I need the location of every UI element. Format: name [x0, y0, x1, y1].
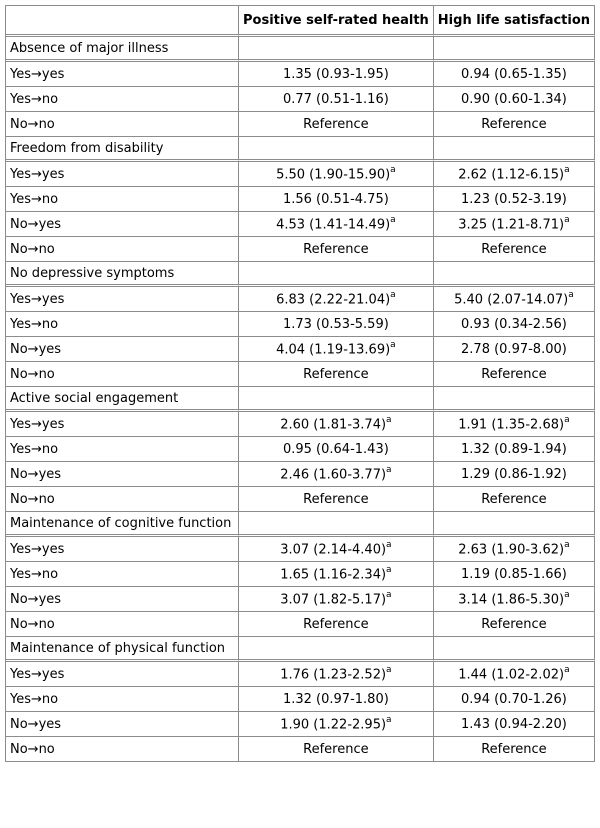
row-label: No→yes — [6, 462, 239, 487]
life-satisfaction-value: 3.25 (1.21-8.71) — [458, 217, 565, 233]
group-title: Active social engagement — [6, 387, 239, 412]
table-row — [6, 412, 595, 437]
self-rated-health-cell — [239, 237, 434, 262]
table-row — [6, 487, 595, 512]
life-satisfaction-value: 1.44 (1.02-2.02) — [458, 667, 565, 683]
self-rated-health-cell — [239, 462, 434, 487]
self-rated-health-cell — [239, 312, 434, 337]
table-row — [6, 62, 595, 87]
self-rated-health-cell — [239, 362, 434, 387]
life-satisfaction-value: Reference — [481, 741, 547, 757]
self-rated-health-value: 1.35 (0.93-1.95) — [282, 66, 389, 82]
significance-marker: a — [564, 589, 570, 600]
table-row — [6, 162, 595, 187]
row-label: Yes→no — [6, 187, 239, 212]
row-label: No→no — [6, 737, 239, 762]
life-satisfaction-value: Reference — [481, 366, 547, 382]
life-satisfaction-cell — [434, 562, 595, 587]
life-satisfaction-value: 1.43 (0.94-2.20) — [461, 716, 567, 732]
significance-marker: a — [390, 289, 396, 300]
self-rated-health-value: 1.76 (1.23-2.52) — [280, 667, 387, 683]
life-satisfaction-cell — [434, 737, 595, 762]
life-satisfaction-cell — [434, 687, 595, 712]
row-label: Yes→no — [6, 687, 239, 712]
life-satisfaction-cell — [434, 662, 595, 687]
self-rated-health-value: 1.56 (0.51-4.75) — [282, 191, 389, 207]
life-satisfaction-value: 0.90 (0.60-1.34) — [461, 91, 567, 107]
row-label: No→no — [6, 612, 239, 637]
table-row — [6, 212, 595, 237]
table-row — [6, 312, 595, 337]
life-satisfaction-value: 0.94 (0.65-1.35) — [461, 66, 567, 82]
self-rated-health-value: Reference — [303, 616, 369, 632]
group-empty-cell — [434, 137, 595, 162]
group-row — [6, 137, 595, 162]
row-label: Yes→yes — [6, 412, 239, 437]
life-satisfaction-cell — [434, 487, 595, 512]
life-satisfaction-value: 1.23 (0.52-3.19) — [461, 191, 567, 207]
life-satisfaction-value: 2.62 (1.12-6.15) — [458, 167, 565, 183]
life-satisfaction-value: 0.94 (0.70-1.26) — [461, 691, 567, 707]
row-label: No→no — [6, 362, 239, 387]
life-satisfaction-value: 2.63 (1.90-3.62) — [458, 542, 565, 558]
significance-marker: a — [564, 664, 570, 675]
significance-marker: a — [564, 164, 570, 175]
group-empty-cell — [434, 512, 595, 537]
life-satisfaction-cell — [434, 712, 595, 737]
row-label: Yes→no — [6, 437, 239, 462]
table-row — [6, 537, 595, 562]
group-row — [6, 262, 595, 287]
group-row — [6, 387, 595, 412]
self-rated-health-value: 1.73 (0.53-5.59) — [282, 316, 389, 332]
life-satisfaction-cell — [434, 187, 595, 212]
table-row — [6, 562, 595, 587]
row-label: Yes→yes — [6, 537, 239, 562]
row-label: Yes→yes — [6, 62, 239, 87]
significance-marker: a — [390, 214, 396, 225]
self-rated-health-cell — [239, 687, 434, 712]
significance-marker: a — [386, 539, 392, 550]
odds-ratio-table-container — [5, 5, 595, 762]
life-satisfaction-value: 1.91 (1.35-2.68) — [458, 417, 565, 433]
group-empty-cell — [434, 37, 595, 62]
group-title: Absence of major illness — [6, 37, 239, 62]
life-satisfaction-cell — [434, 112, 595, 137]
row-label: Yes→yes — [6, 662, 239, 687]
significance-marker: a — [390, 339, 396, 350]
table-row — [6, 737, 595, 762]
odds-ratio-table — [5, 5, 595, 762]
group-title: Freedom from disability — [6, 137, 239, 162]
life-satisfaction-value: Reference — [481, 616, 547, 632]
significance-marker: a — [564, 214, 570, 225]
self-rated-health-value: Reference — [303, 241, 369, 257]
self-rated-health-value: 6.83 (2.22-21.04) — [276, 292, 391, 308]
group-empty-cell — [239, 387, 434, 412]
table-row — [6, 612, 595, 637]
table-row — [6, 712, 595, 737]
self-rated-health-value: 1.32 (0.97-1.80) — [282, 691, 389, 707]
self-rated-health-value: 0.95 (0.64-1.43) — [282, 441, 389, 457]
table-row — [6, 662, 595, 687]
life-satisfaction-cell — [434, 437, 595, 462]
significance-marker: a — [386, 714, 392, 725]
group-row — [6, 637, 595, 662]
row-label: No→yes — [6, 337, 239, 362]
significance-marker: a — [386, 664, 392, 675]
significance-marker: a — [386, 564, 392, 575]
self-rated-health-cell — [239, 737, 434, 762]
row-label: No→no — [6, 487, 239, 512]
self-rated-health-value: 0.77 (0.51-1.16) — [282, 91, 389, 107]
life-satisfaction-cell — [434, 312, 595, 337]
life-satisfaction-value: Reference — [481, 241, 547, 257]
table-row — [6, 462, 595, 487]
self-rated-health-value: 3.07 (2.14-4.40) — [280, 542, 387, 558]
self-rated-health-value: 2.46 (1.60-3.77) — [280, 467, 387, 483]
table-row — [6, 87, 595, 112]
table-body — [6, 37, 595, 762]
life-satisfaction-value: 2.78 (0.97-8.00) — [461, 341, 567, 357]
table-row — [6, 112, 595, 137]
self-rated-health-cell — [239, 287, 434, 312]
row-label: Yes→no — [6, 562, 239, 587]
row-label: No→no — [6, 237, 239, 262]
group-empty-cell — [434, 387, 595, 412]
group-row — [6, 37, 595, 62]
row-label: Yes→no — [6, 87, 239, 112]
table-header-row — [6, 6, 595, 37]
group-empty-cell — [434, 262, 595, 287]
self-rated-health-cell — [239, 562, 434, 587]
significance-marker: a — [568, 289, 574, 300]
significance-marker: a — [386, 414, 392, 425]
life-satisfaction-cell — [434, 62, 595, 87]
life-satisfaction-cell — [434, 212, 595, 237]
group-title: Maintenance of physical function — [6, 637, 239, 662]
row-label: No→yes — [6, 712, 239, 737]
group-empty-cell — [434, 637, 595, 662]
self-rated-health-value: 5.50 (1.90-15.90) — [276, 167, 391, 183]
self-rated-health-cell — [239, 712, 434, 737]
self-rated-health-value: 3.07 (1.82-5.17) — [280, 592, 387, 608]
row-label: Yes→no — [6, 312, 239, 337]
table-row — [6, 187, 595, 212]
table-row — [6, 362, 595, 387]
group-empty-cell — [239, 262, 434, 287]
self-rated-health-cell — [239, 662, 434, 687]
life-satisfaction-cell — [434, 362, 595, 387]
self-rated-health-cell — [239, 337, 434, 362]
life-satisfaction-cell — [434, 587, 595, 612]
self-rated-health-cell — [239, 62, 434, 87]
self-rated-health-cell — [239, 162, 434, 187]
row-label: No→yes — [6, 212, 239, 237]
table-row — [6, 287, 595, 312]
table-row — [6, 687, 595, 712]
self-rated-health-cell — [239, 587, 434, 612]
group-row — [6, 512, 595, 537]
significance-marker: a — [564, 414, 570, 425]
self-rated-health-cell — [239, 612, 434, 637]
life-satisfaction-value: Reference — [481, 116, 547, 132]
life-satisfaction-value: 3.14 (1.86-5.30) — [458, 592, 565, 608]
self-rated-health-value: Reference — [303, 116, 369, 132]
self-rated-health-value: 1.65 (1.16-2.34) — [280, 567, 387, 583]
table-row — [6, 337, 595, 362]
self-rated-health-cell — [239, 187, 434, 212]
self-rated-health-value: 4.04 (1.19-13.69) — [276, 342, 391, 358]
group-empty-cell — [239, 637, 434, 662]
row-label: Yes→yes — [6, 162, 239, 187]
group-empty-cell — [239, 37, 434, 62]
row-label: No→yes — [6, 587, 239, 612]
life-satisfaction-cell — [434, 237, 595, 262]
row-label: Yes→yes — [6, 287, 239, 312]
significance-marker: a — [386, 589, 392, 600]
life-satisfaction-value: Reference — [481, 491, 547, 507]
group-title: Maintenance of cognitive function — [6, 512, 239, 537]
self-rated-health-value: 4.53 (1.41-14.49) — [276, 217, 391, 233]
table-row — [6, 237, 595, 262]
life-satisfaction-cell — [434, 87, 595, 112]
life-satisfaction-cell — [434, 412, 595, 437]
life-satisfaction-cell — [434, 612, 595, 637]
life-satisfaction-cell — [434, 537, 595, 562]
self-rated-health-cell — [239, 212, 434, 237]
life-satisfaction-cell — [434, 287, 595, 312]
group-empty-cell — [239, 512, 434, 537]
self-rated-health-value: Reference — [303, 366, 369, 382]
self-rated-health-value: 2.60 (1.81-3.74) — [280, 417, 387, 433]
self-rated-health-cell — [239, 537, 434, 562]
self-rated-health-cell — [239, 412, 434, 437]
life-satisfaction-value: 1.19 (0.85-1.66) — [461, 566, 567, 582]
self-rated-health-cell — [239, 87, 434, 112]
life-satisfaction-value: 5.40 (2.07-14.07) — [454, 292, 569, 308]
table-row — [6, 437, 595, 462]
significance-marker: a — [564, 539, 570, 550]
self-rated-health-cell — [239, 487, 434, 512]
life-satisfaction-value: 1.32 (0.89-1.94) — [461, 441, 567, 457]
header-positive-self-rated-health: Positive self-rated health — [239, 6, 434, 37]
life-satisfaction-cell — [434, 162, 595, 187]
life-satisfaction-value: 1.29 (0.86-1.92) — [461, 466, 567, 482]
group-empty-cell — [239, 137, 434, 162]
self-rated-health-cell — [239, 112, 434, 137]
self-rated-health-value: Reference — [303, 491, 369, 507]
row-label: No→no — [6, 112, 239, 137]
significance-marker: a — [390, 164, 396, 175]
self-rated-health-value: 1.90 (1.22-2.95) — [280, 717, 387, 733]
life-satisfaction-value: 0.93 (0.34-2.56) — [461, 316, 567, 332]
header-high-life-satisfaction: High life satisfaction — [434, 6, 595, 37]
self-rated-health-value: Reference — [303, 741, 369, 757]
group-title: No depressive symptoms — [6, 262, 239, 287]
life-satisfaction-cell — [434, 337, 595, 362]
header-blank-cell — [6, 6, 239, 37]
life-satisfaction-cell — [434, 462, 595, 487]
self-rated-health-cell — [239, 437, 434, 462]
table-row — [6, 587, 595, 612]
significance-marker: a — [386, 464, 392, 475]
